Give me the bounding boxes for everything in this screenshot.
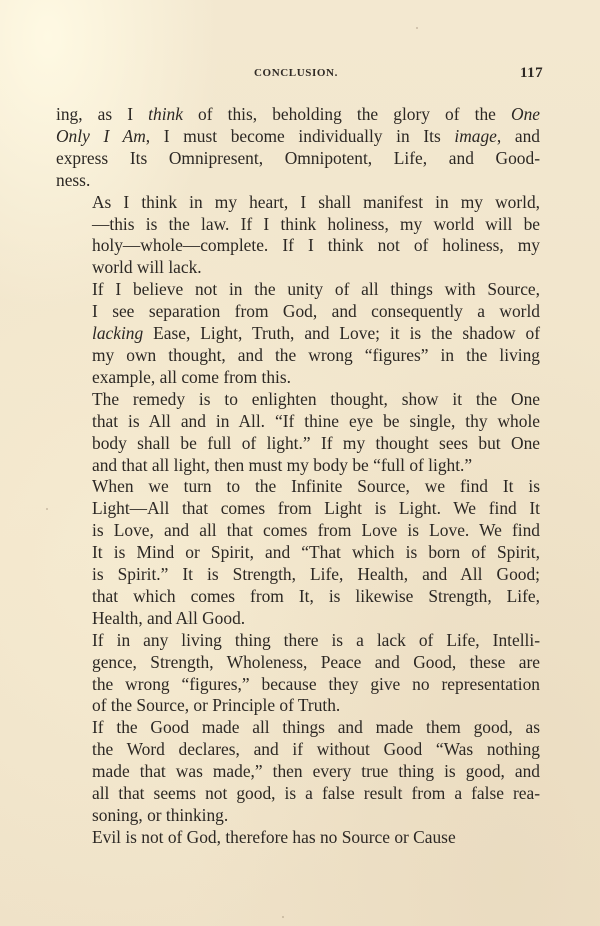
text-span: the wrong “figures,” because they give no representation xyxy=(92,673,540,694)
text-span: ness. xyxy=(56,169,91,190)
paragraph xyxy=(56,630,540,718)
text-line xyxy=(56,192,540,214)
text-line xyxy=(56,674,540,696)
running-title: CONCLUSION. xyxy=(254,67,338,79)
text-span: If the Good made all things and made them good, as xyxy=(92,717,540,738)
text-span: example, all come from this. xyxy=(92,366,291,387)
text-span: made that was made,” then every true thing is good, and xyxy=(92,761,540,782)
text-line xyxy=(56,235,540,257)
text-line xyxy=(56,411,540,433)
page-number: 117 xyxy=(520,65,544,81)
text-line xyxy=(56,170,540,192)
text-line xyxy=(56,586,540,608)
text-line xyxy=(56,739,540,761)
text-span: body shall be full of light.” If my thought sees but One xyxy=(92,432,540,453)
text-line xyxy=(56,717,540,739)
text-line xyxy=(56,257,540,279)
text-line xyxy=(56,323,540,345)
text-span: is Spirit.” It is Strength, Life, Health, and All Good; xyxy=(92,564,540,585)
text-line xyxy=(56,630,540,652)
italic-text: Only I Am xyxy=(56,125,146,146)
text-span: The remedy is to enlighten thought, show it the One xyxy=(92,388,540,409)
text-span: gence, Strength, Wholeness, Peace and Good, these are xyxy=(92,651,540,672)
text-span: all that seems not good, is a false result from a false rea- xyxy=(92,783,540,804)
body-text xyxy=(56,104,540,849)
paragraph xyxy=(56,389,540,477)
running-head xyxy=(0,67,600,87)
paper-speck xyxy=(187,620,189,622)
text-span: If I believe not in the unity of all things with Source, xyxy=(92,279,540,300)
text-span: Evil is not of God, therefore has no Source or Cause xyxy=(92,826,456,847)
text-line xyxy=(56,433,540,455)
text-line xyxy=(56,608,540,630)
text-span: Health, and All Good. xyxy=(92,607,246,628)
text-span: soning, or thinking. xyxy=(92,805,229,825)
text-line xyxy=(56,761,540,783)
text-line xyxy=(56,827,540,849)
text-span: As I think in my heart, I shall manifest in my world, xyxy=(92,191,540,212)
text-line xyxy=(56,455,540,477)
text-line xyxy=(56,148,540,170)
text-line xyxy=(56,126,540,148)
text-line xyxy=(56,783,540,805)
text-line xyxy=(56,279,540,301)
text-line xyxy=(56,301,540,323)
paragraph xyxy=(56,717,540,827)
text-span: of the Source, or Principle of Truth. xyxy=(92,695,341,716)
text-span: Light—All that comes from Light is Light. We find It xyxy=(92,498,540,519)
text-span: of this, beholding the glory of the xyxy=(182,104,512,124)
paragraph xyxy=(56,279,540,389)
text-span: When we turn to the Infinite Source, we find It is xyxy=(92,476,540,497)
text-span: ing, as I xyxy=(56,104,149,124)
text-line xyxy=(56,389,540,411)
text-span: and that all light, then must my body be “full of light.” xyxy=(92,454,473,475)
paper-speck xyxy=(282,916,284,918)
paragraph xyxy=(56,827,540,849)
paper-speck xyxy=(46,508,48,510)
text-span: the Word declares, and if without Good “Was nothing xyxy=(92,739,540,760)
italic-text: lacking xyxy=(92,323,144,344)
text-span: , I must become individually in Its xyxy=(145,125,455,146)
text-span: It is Mind or Spirit, and “That which is born of Spirit, xyxy=(92,542,540,563)
text-line xyxy=(56,805,540,827)
text-line xyxy=(56,214,540,236)
text-line xyxy=(56,498,540,520)
text-span: is Love, and all that comes from Love is Love. We find xyxy=(92,520,540,541)
text-span: express Its Omnipresent, Omnipotent, Life, and Good- xyxy=(56,147,540,168)
text-line xyxy=(56,367,540,389)
text-line xyxy=(56,520,540,542)
text-span: , and xyxy=(496,125,541,146)
paragraph xyxy=(56,192,540,280)
italic-text: think xyxy=(148,104,183,124)
paper-speck xyxy=(416,27,418,29)
text-span: that is All and in All. “If thine eye be single, thy whole xyxy=(92,410,540,431)
text-span: holy—whole—complete. If I think not of holiness, my xyxy=(92,235,540,256)
text-span: I see separation from God, and consequently a world xyxy=(92,301,540,322)
text-span: my own thought, and the wrong “figures” in the living xyxy=(92,344,540,365)
text-line xyxy=(56,695,540,717)
text-line xyxy=(56,104,540,126)
text-line xyxy=(56,542,540,564)
text-span: Ease, Light, Truth, and Love; it is the shadow of xyxy=(143,323,540,344)
text-line xyxy=(56,476,540,498)
paragraph xyxy=(56,104,540,192)
text-span: world will lack. xyxy=(92,257,202,278)
paragraph xyxy=(56,476,540,629)
text-span: that which comes from It, is likewise Strength, Life, xyxy=(92,585,540,606)
text-line xyxy=(56,564,540,586)
italic-text: One xyxy=(511,104,540,124)
text-span: If in any living thing there is a lack of Life, Intelli- xyxy=(92,629,540,650)
text-span: —this is the law. If I think holiness, my world will be xyxy=(92,213,540,234)
italic-text: image xyxy=(454,125,497,146)
text-line xyxy=(56,652,540,674)
text-line xyxy=(56,345,540,367)
